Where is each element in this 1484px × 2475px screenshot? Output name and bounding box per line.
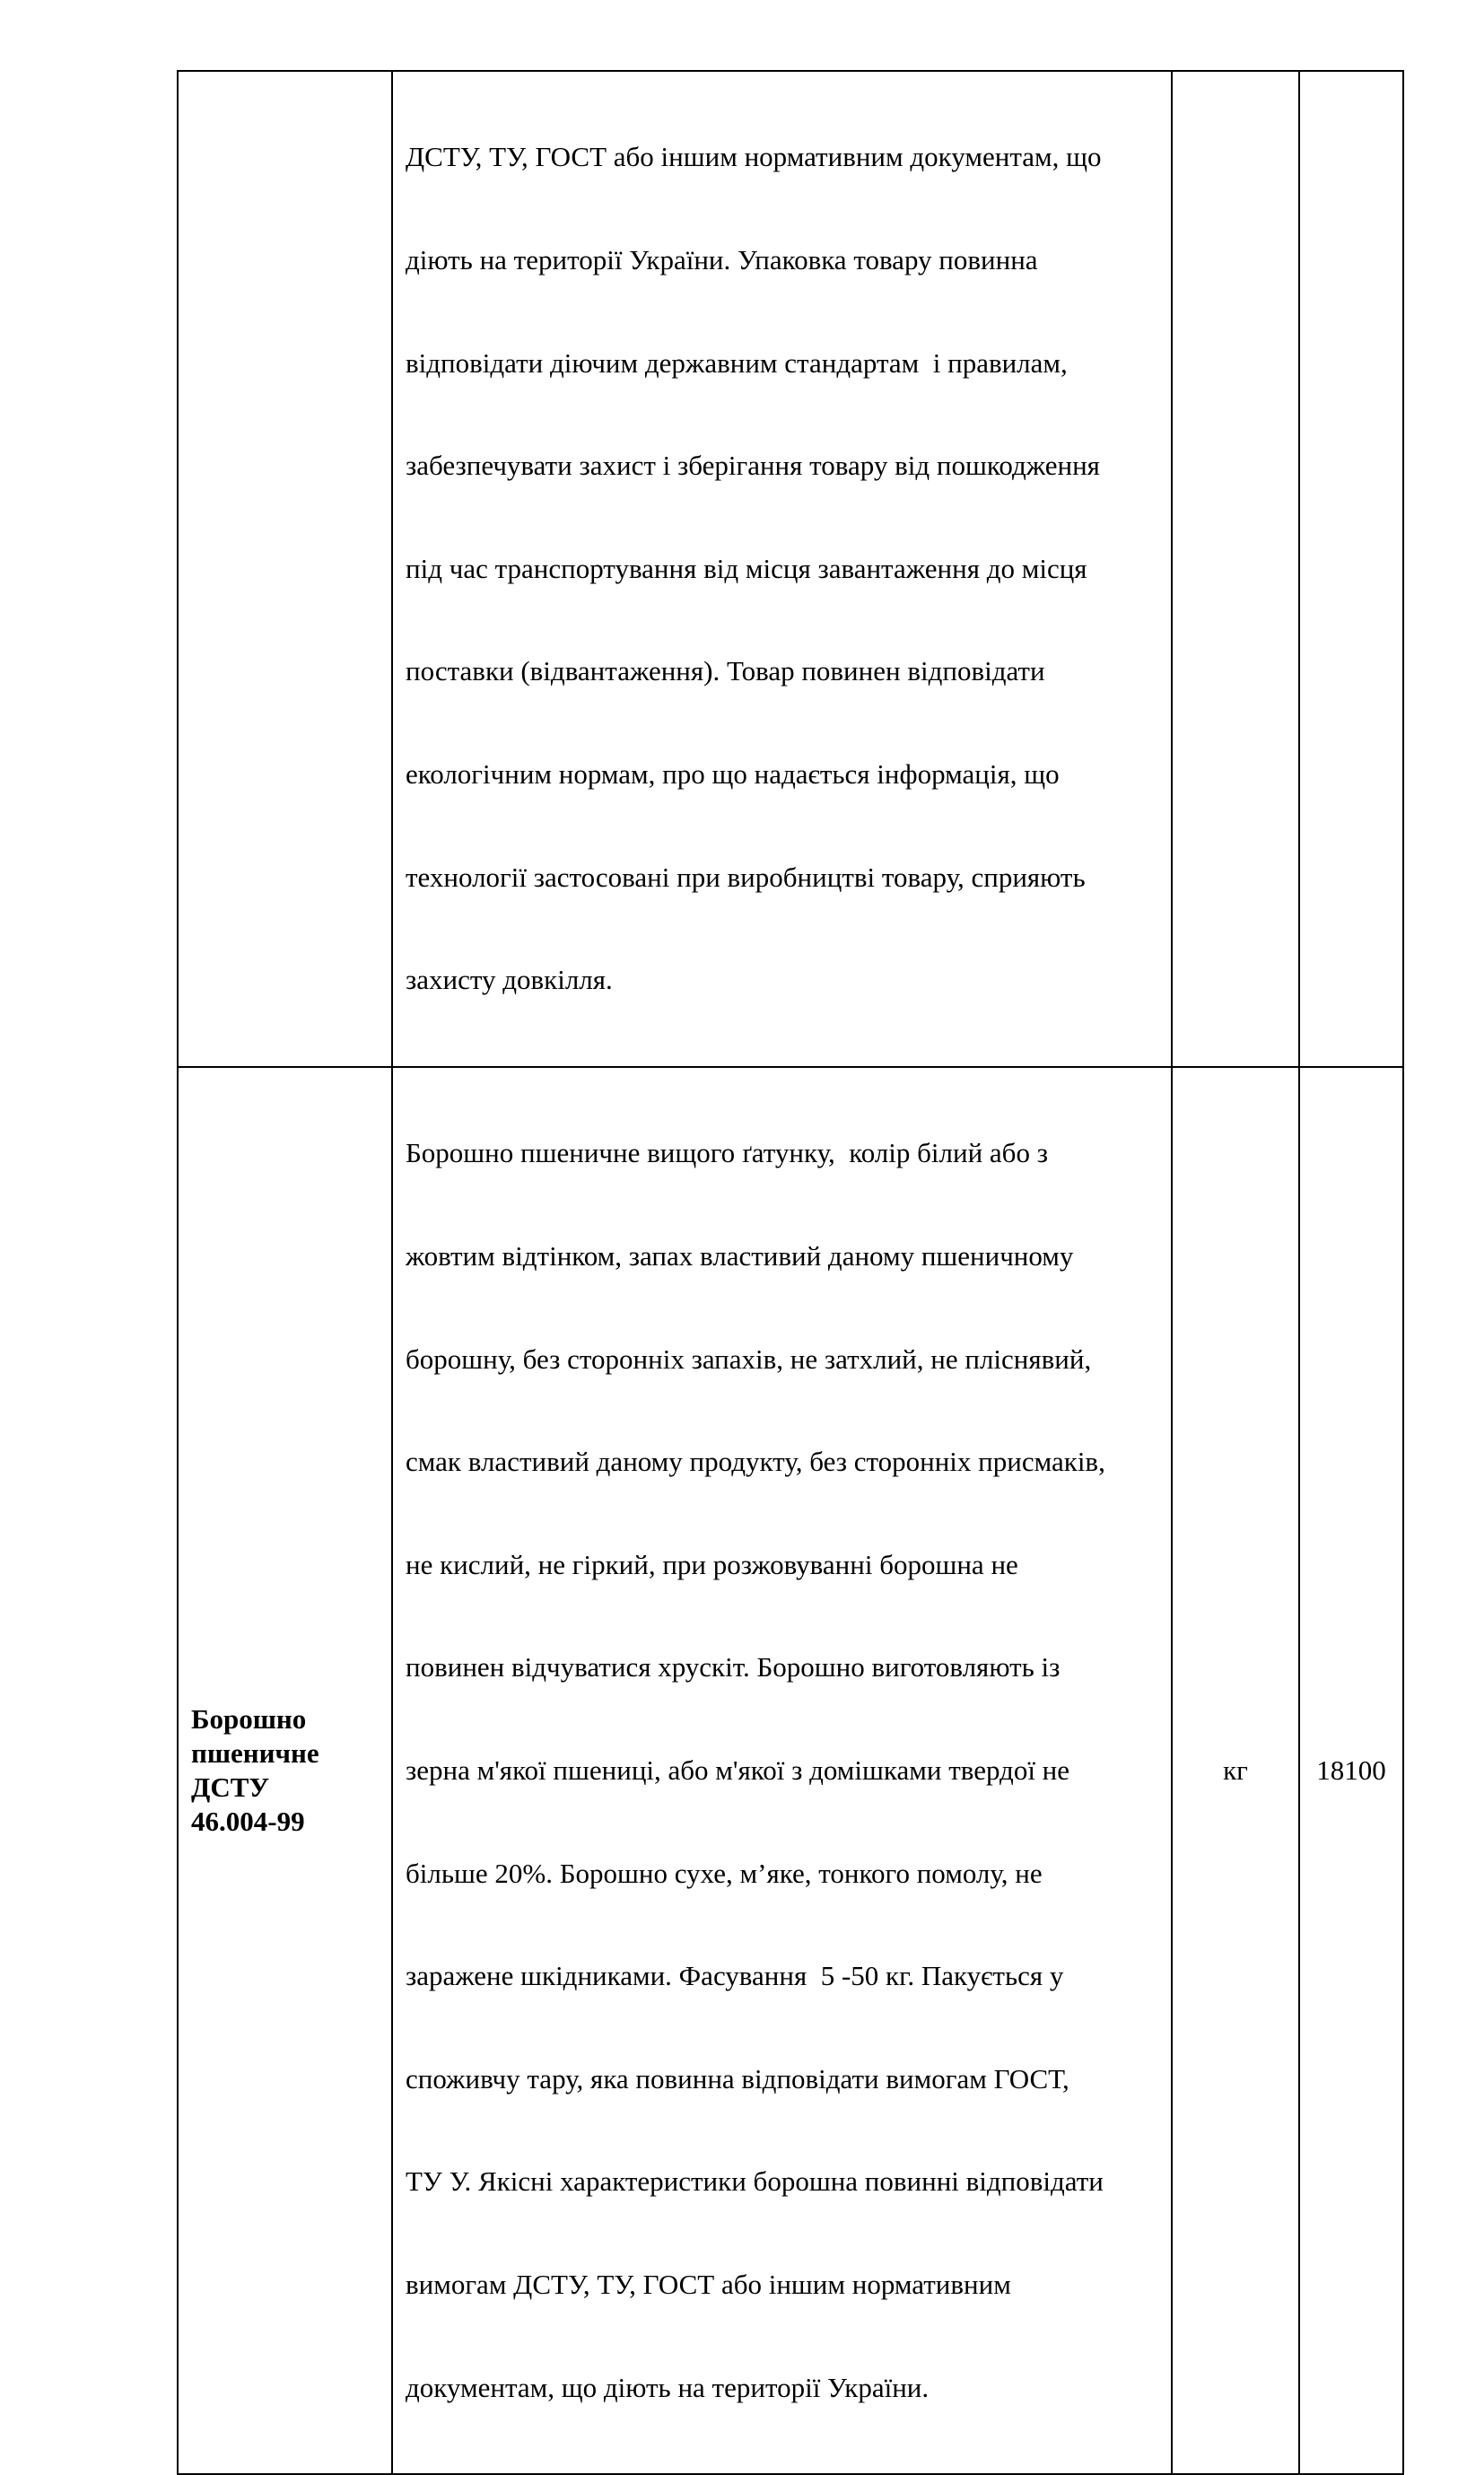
product-name-line: пшеничне (191, 1736, 319, 1769)
product-description-cell (392, 71, 1172, 1067)
description-line: борошну, без сторонніх запахів, не затхлий, не пліснявий, (406, 1342, 1092, 1375)
product-name-cell (178, 71, 392, 1067)
description-line: повинен відчуватися хрускіт. Борошно виготовляють із (406, 1651, 1061, 1684)
description-line: ДСТУ, ТУ, ГОСТ або іншим нормативним документам, що (406, 141, 1102, 173)
table-row-continuation (178, 71, 1403, 1067)
description-line: забезпечувати захист і зберігання товару від пошкодження (406, 450, 1100, 482)
quantity-cell (1299, 71, 1403, 1067)
description-line: екологічним нормам, про що надається інформація, що (406, 758, 1060, 791)
description-line: захисту довкілля. (406, 964, 613, 996)
description-line: документам, що діють на території України. (406, 2371, 930, 2403)
description-line: технології застосовані при виробництві товару, сприяють (406, 861, 1086, 893)
description-line: не кислий, не гіркий, при розжовуванні борошна не (406, 1548, 1018, 1580)
description-line: більше 20%. Борошно сухе, м’яке, тонкого помолу, не (406, 1857, 1043, 1889)
description-line: споживчу тару, яка повинна відповідати вимогам ГОСТ, (406, 2062, 1069, 2095)
quantity-cell: 18100 (1299, 1067, 1403, 2474)
description-line: зерна м'якої пшениці, або м'якої з домішками твердої не (406, 1753, 1070, 1786)
unit-cell (1172, 71, 1299, 1067)
table-row-flour (178, 1067, 1403, 2474)
description-line: жовтим відтінком, запах властивий даному пшеничному (406, 1239, 1074, 1272)
unit-cell: кг (1172, 1067, 1299, 2474)
description-line: діють на території України. Упаковка товару повинна (406, 244, 1038, 276)
description-line: Борошно пшеничне вищого ґатунку, колір білий або з (406, 1137, 1048, 1169)
description-line: вимогам ДСТУ, ТУ, ГОСТ або іншим нормативним (406, 2269, 1011, 2300)
description-line: поставки (відвантаження). Товар повинен відповідати (406, 655, 1045, 687)
product-description-cell (392, 1067, 1172, 2474)
product-standard-line: ДСТУ (191, 1771, 270, 1804)
product-spec-table (177, 70, 1404, 2475)
description-line: ТУ У. Якісні характеристики борошна повинні відповідати (406, 2165, 1104, 2198)
description-line: смак властивий даному продукту, без сторонніх присмаків, (406, 1446, 1105, 1478)
product-standard-line: 46.004-99 (191, 1806, 305, 1838)
product-name-cell (178, 1067, 392, 2474)
product-name-line: Борошно (191, 1702, 307, 1735)
description-line: заражене шкідниками. Фасування 5 -50 кг. Пакується у (406, 1960, 1064, 1992)
description-line: відповідати діючим державним стандартам і правилам, (406, 346, 1068, 379)
description-line: під час транспортування від місця завантаження до місця (406, 552, 1087, 584)
